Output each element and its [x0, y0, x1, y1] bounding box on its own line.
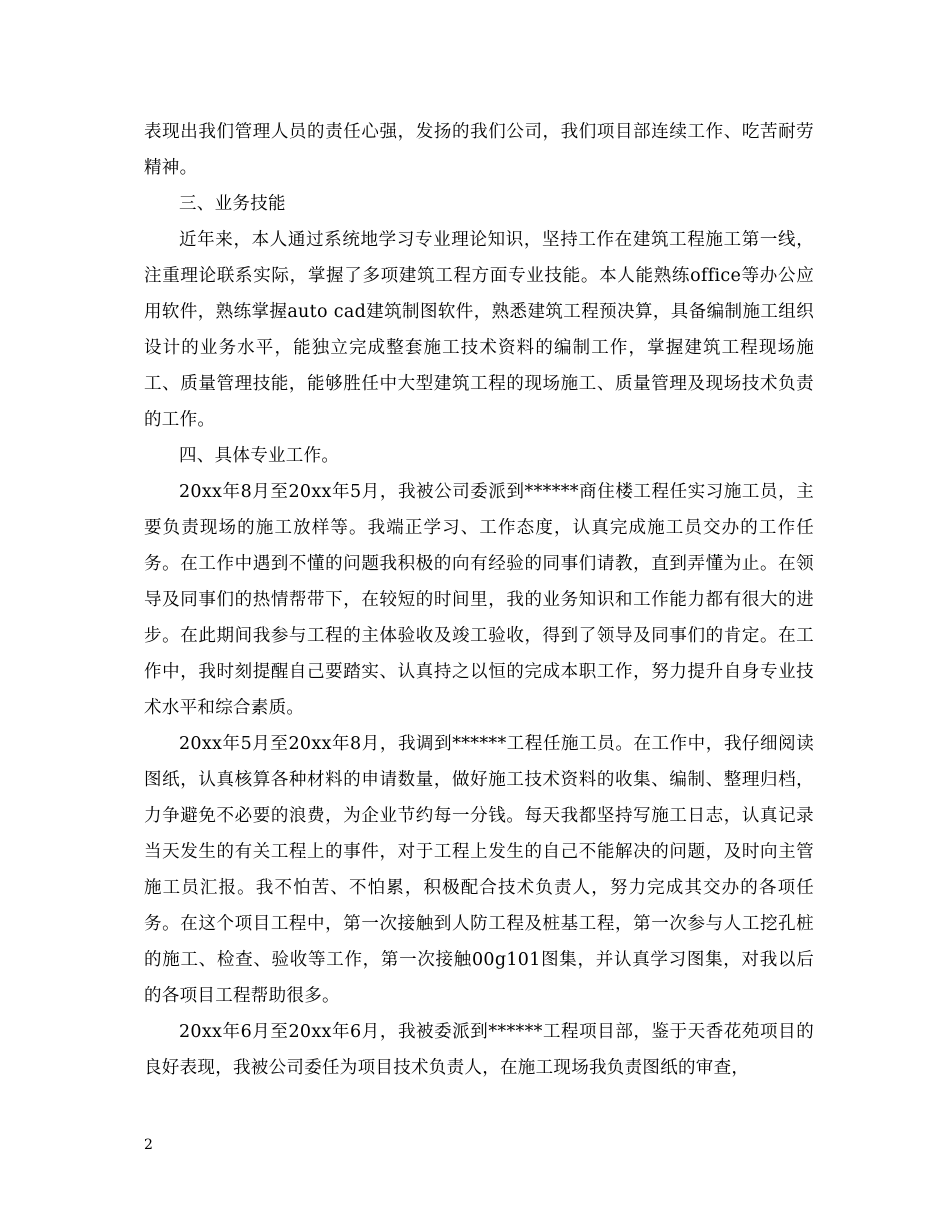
paragraph-work-3: 20xx年6月至20xx年6月，我被委派到******工程项目部，鉴于天香花苑项目的良好表现，我被公司委任为项目技术负责人，在施工现场我负责图纸的审查，: [144, 1022, 814, 1078]
paragraph-skills: 近年来，本人通过系统地学习专业理论知识，坚持工作在建筑工程施工第一线，注重理论联系实际，掌握了多项建筑工程方面专业技能。本人能熟练office等办公应用软件，熟练掌握auto cad建筑制图软件，熟悉建筑工程预决算，具备编制施工组织设计的业务水平，能独立完成整套施工技术资料的编制工作，掌握建筑工程现场施工、质量管理技能，能够胜任中大型建筑工程的现场施工、质量管理及现场技术负责的工作。: [144, 230, 814, 430]
section-heading-work: 四、具体专业工作。: [179, 446, 340, 466]
paragraph-continuation: 表现出我们管理人员的责任心强，发扬的我们公司，我们项目部连续工作、吃苦耐劳精神。: [144, 122, 814, 178]
paragraph-work-1: 20xx年8月至20xx年5月，我被公司委派到******商住楼工程任实习施工员，主要负责现场的施工放样等。我端正学习、工作态度，认真完成施工员交办的工作任务。在工作中遇到不懂的问题我积极的向有经验的同事们请教，直到弄懂为止。在领导及同事们的热情帮带下，在较短的时间里，我的业务知识和工作能力都有很大的进步。在此期间我参与工程的主体验收及竣工验收，得到了领导及同事们的肯定。在工作中，我时刻提醒自己要踏实、认真持之以恒的完成本职工作，努力提升自身专业技术水平和综合素质。: [144, 482, 814, 718]
document-body: [144, 114, 814, 1086]
page-number: 2: [144, 1137, 153, 1153]
section-heading-skills: 三、业务技能: [179, 194, 286, 214]
paragraph-work-2: 20xx年5月至20xx年8月，我调到******工程任施工员。在工作中，我仔细阅读图纸，认真核算各种材料的申请数量，做好施工技术资料的收集、编制、整理归档，力争避免不必要的浪费，为企业节约每一分钱。每天我都坚持写施工日志，认真记录当天发生的有关工程上的事件，对于工程上发生的自己不能解决的问题，及时向主管施工员汇报。我不怕苦、不怕累，积极配合技术负责人，努力完成其交办的各项任务。在这个项目工程中，第一次接触到人防工程及桩基工程，第一次参与人工挖孔桩的施工、检查、验收等工作，第一次接触00g101图集，并认真学习图集，对我以后的各项目工程帮助很多。: [144, 734, 814, 1006]
